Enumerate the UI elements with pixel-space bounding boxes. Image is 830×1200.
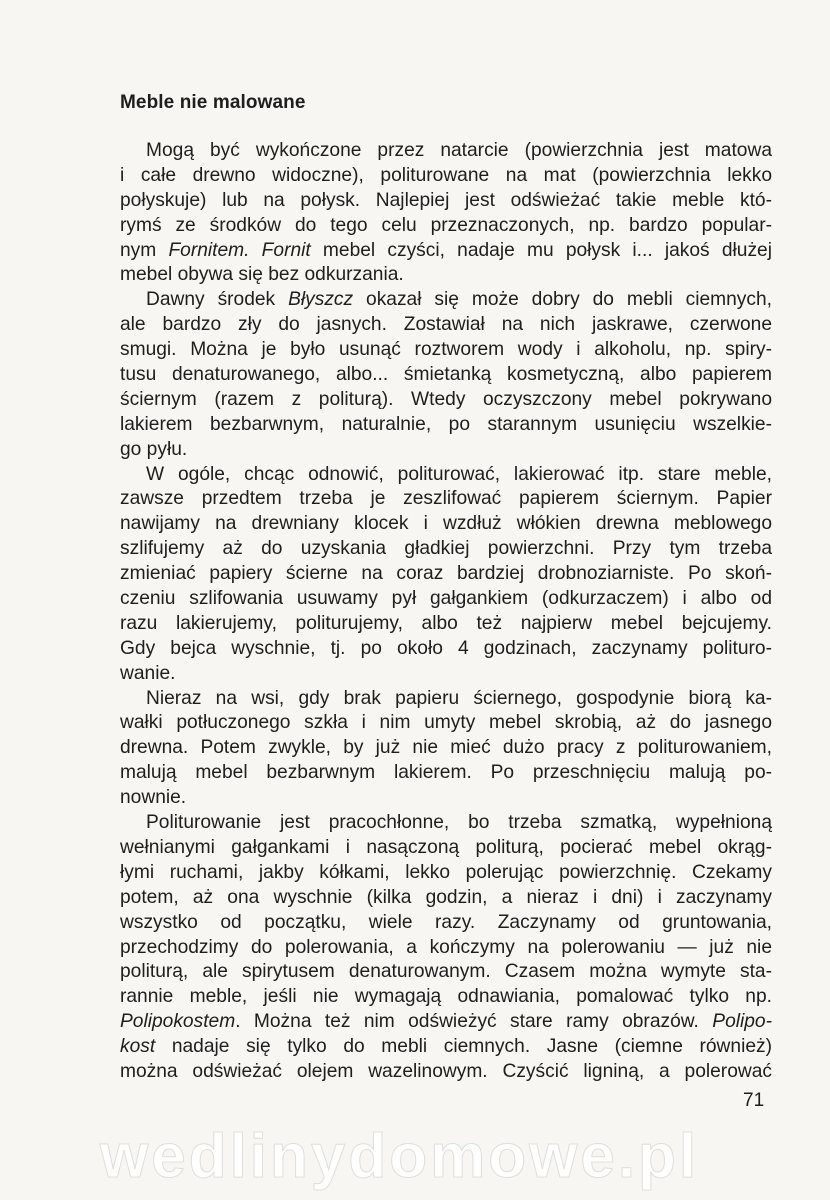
text-segment: łymi ruchami, jakby kółkami, lekko polerując powierzchnię. Czekamy (120, 861, 772, 883)
watermark-logo: wedlinydomowe.pl (100, 1122, 700, 1191)
text-line (120, 786, 772, 811)
text-line (120, 861, 772, 886)
italic-text: Polipokostem (120, 1011, 236, 1033)
text-line (120, 811, 772, 836)
text-line (120, 463, 772, 488)
text-segment: wełnianymi gałgankami i nasączoną politurą, pocierać mebel okrąg- (120, 836, 772, 858)
page-number: 71 (743, 1090, 765, 1111)
italic-text: Polipo- (712, 1011, 772, 1033)
text-line (120, 537, 772, 562)
text-line (120, 1010, 772, 1035)
text-segment: ściernym (razem z politurą). Wtedy oczyszczony mebel pokrywano (120, 388, 772, 410)
text-line (120, 363, 772, 388)
text-segment: można odświeżać olejem wazelinowym. Czyścić ligniną, a polerować (120, 1060, 772, 1082)
text-segment: drewna. Potem zwykle, by już nie mieć dużo pracy z politurowaniem, (120, 737, 772, 759)
text-segment: tusu denaturowanego, albo... śmietanką kosmetyczną, albo papierem (120, 364, 772, 386)
text-line (120, 139, 772, 164)
text-line (120, 960, 772, 985)
text-segment: lakierem bezbarwnym, naturalnie, po starannym usunięciu wszelkie- (120, 413, 772, 435)
italic-text: Błyszcz (288, 289, 354, 311)
text-segment: ale bardzo zły do jasnych. Zostawiał na nich jaskrawe, czerwone (120, 314, 772, 336)
text-segment: czeniu szlifowania usuwamy pył gałgankiem (odkurzaczem) i albo od (120, 588, 772, 610)
text-segment: razu lakierujemy, politurujemy, albo też najpierw mebel bejcujemy. (120, 612, 772, 634)
text-line (120, 936, 772, 961)
text-segment: wszystko od początku, wiele razy. Zaczynamy od gruntowania, (120, 911, 772, 933)
text-line (120, 911, 772, 936)
text-segment: smugi. Można je było usunąć roztworem wody i alkoholu, np. spiry- (120, 339, 772, 361)
text-line (120, 413, 772, 438)
text-line (120, 487, 772, 512)
text-line (120, 985, 772, 1010)
text-segment: i całe drewno widoczne), politurowane na mat (powierzchnia lekko (120, 164, 772, 186)
text-segment: zawsze przedtem trzeba je zeszlifować papierem ściernym. Papier (120, 488, 772, 510)
text-line (120, 886, 772, 911)
text-line (120, 388, 772, 413)
text-line (120, 189, 772, 214)
text-line (120, 313, 772, 338)
body-text (120, 139, 772, 1085)
text-segment: Gdy bejca wyschnie, tj. po około 4 godzinach, zaczynamy polituro- (120, 637, 772, 659)
text-line (120, 438, 772, 463)
text-segment: nawijamy na drewniany klocek i wzdłuż włókien drewna meblowego (120, 513, 772, 535)
text-segment: Dawny środek (146, 289, 289, 311)
text-segment: wałki potłuczonego szkła i nim umyty mebel skrobią, aż do jasnego (120, 712, 772, 734)
text-line (120, 1035, 772, 1060)
text-line (120, 338, 772, 363)
text-line (120, 214, 772, 239)
text-segment: nym (120, 239, 169, 261)
text-segment: połyskuje) lub na połysk. Najlepiej jest odświeżać takie meble któ- (120, 189, 772, 211)
text-line (120, 662, 772, 687)
text-segment: mebel czyści, nadaje mu połysk i... jakoś dłużej (310, 239, 772, 261)
text-segment: nadaje się tylko do mebli ciemnych. Jasne (ciemne również) (155, 1036, 772, 1058)
text-segment: zmieniać papiery ścierne na coraz bardziej drobnoziarniste. Po skoń- (120, 563, 772, 585)
text-segment: go pyłu. (120, 438, 188, 460)
text-segment: rymś ze środków do tego celu przeznaczonych, np. bardzo popular- (120, 214, 772, 236)
text-line (120, 612, 772, 637)
text-line (120, 562, 772, 587)
text-segment: mebel obywa się bez odkurzania. (120, 264, 404, 286)
text-line (120, 239, 772, 264)
text-segment: malują mebel bezbarwnym lakierem. Po przeschnięciu malują po- (120, 762, 772, 784)
text-segment: Nieraz na wsi, gdy brak papieru ściernego, gospodynie biorą ka- (146, 687, 772, 709)
text-segment: Politurowanie jest pracochłonne, bo trzeba szmatką, wypełnioną (146, 812, 772, 834)
text-segment: W ogóle, chcąc odnowić, politurować, lakierować itp. stare meble, (146, 463, 772, 485)
text-line (120, 164, 772, 189)
text-segment: wanie. (120, 662, 176, 684)
text-line (120, 512, 772, 537)
text-line (120, 687, 772, 712)
text-line (120, 736, 772, 761)
section-heading: Meble nie malowane (120, 92, 306, 113)
text-segment: szlifujemy aż do uzyskania gładkiej powierzchni. Przy tym trzeba (120, 538, 772, 560)
text-segment: potem, aż ona wyschnie (kilka godzin, a nieraz i dni) i zaczynamy (120, 886, 772, 908)
text-line (120, 1060, 772, 1085)
text-segment: politurą, ale spirytusem denaturowanym. Czasem można wymyte sta- (120, 961, 772, 983)
text-line (120, 761, 772, 786)
text-segment: przechodzimy do polerowania, a kończymy na polerowaniu — już nie (120, 936, 772, 958)
text-line (120, 637, 772, 662)
text-segment: okazał się może dobry do mebli ciemnych, (353, 289, 772, 311)
text-line (120, 587, 772, 612)
text-segment: rannie meble, jeśli nie wymagają odnawiania, pomalować tylko np. (120, 986, 772, 1008)
text-line (120, 288, 772, 313)
text-segment: nownie. (120, 787, 187, 809)
text-line (120, 263, 772, 288)
italic-text: Fornitem. Fornit (168, 239, 311, 261)
text-line (120, 836, 772, 861)
text-line (120, 711, 772, 736)
text-segment: . Można też nim odświeżyć stare ramy obrazów. (235, 1011, 713, 1033)
italic-text: kost (120, 1036, 156, 1058)
text-segment: Mogą być wykończone przez natarcie (powierzchnia jest matowa (146, 140, 772, 161)
